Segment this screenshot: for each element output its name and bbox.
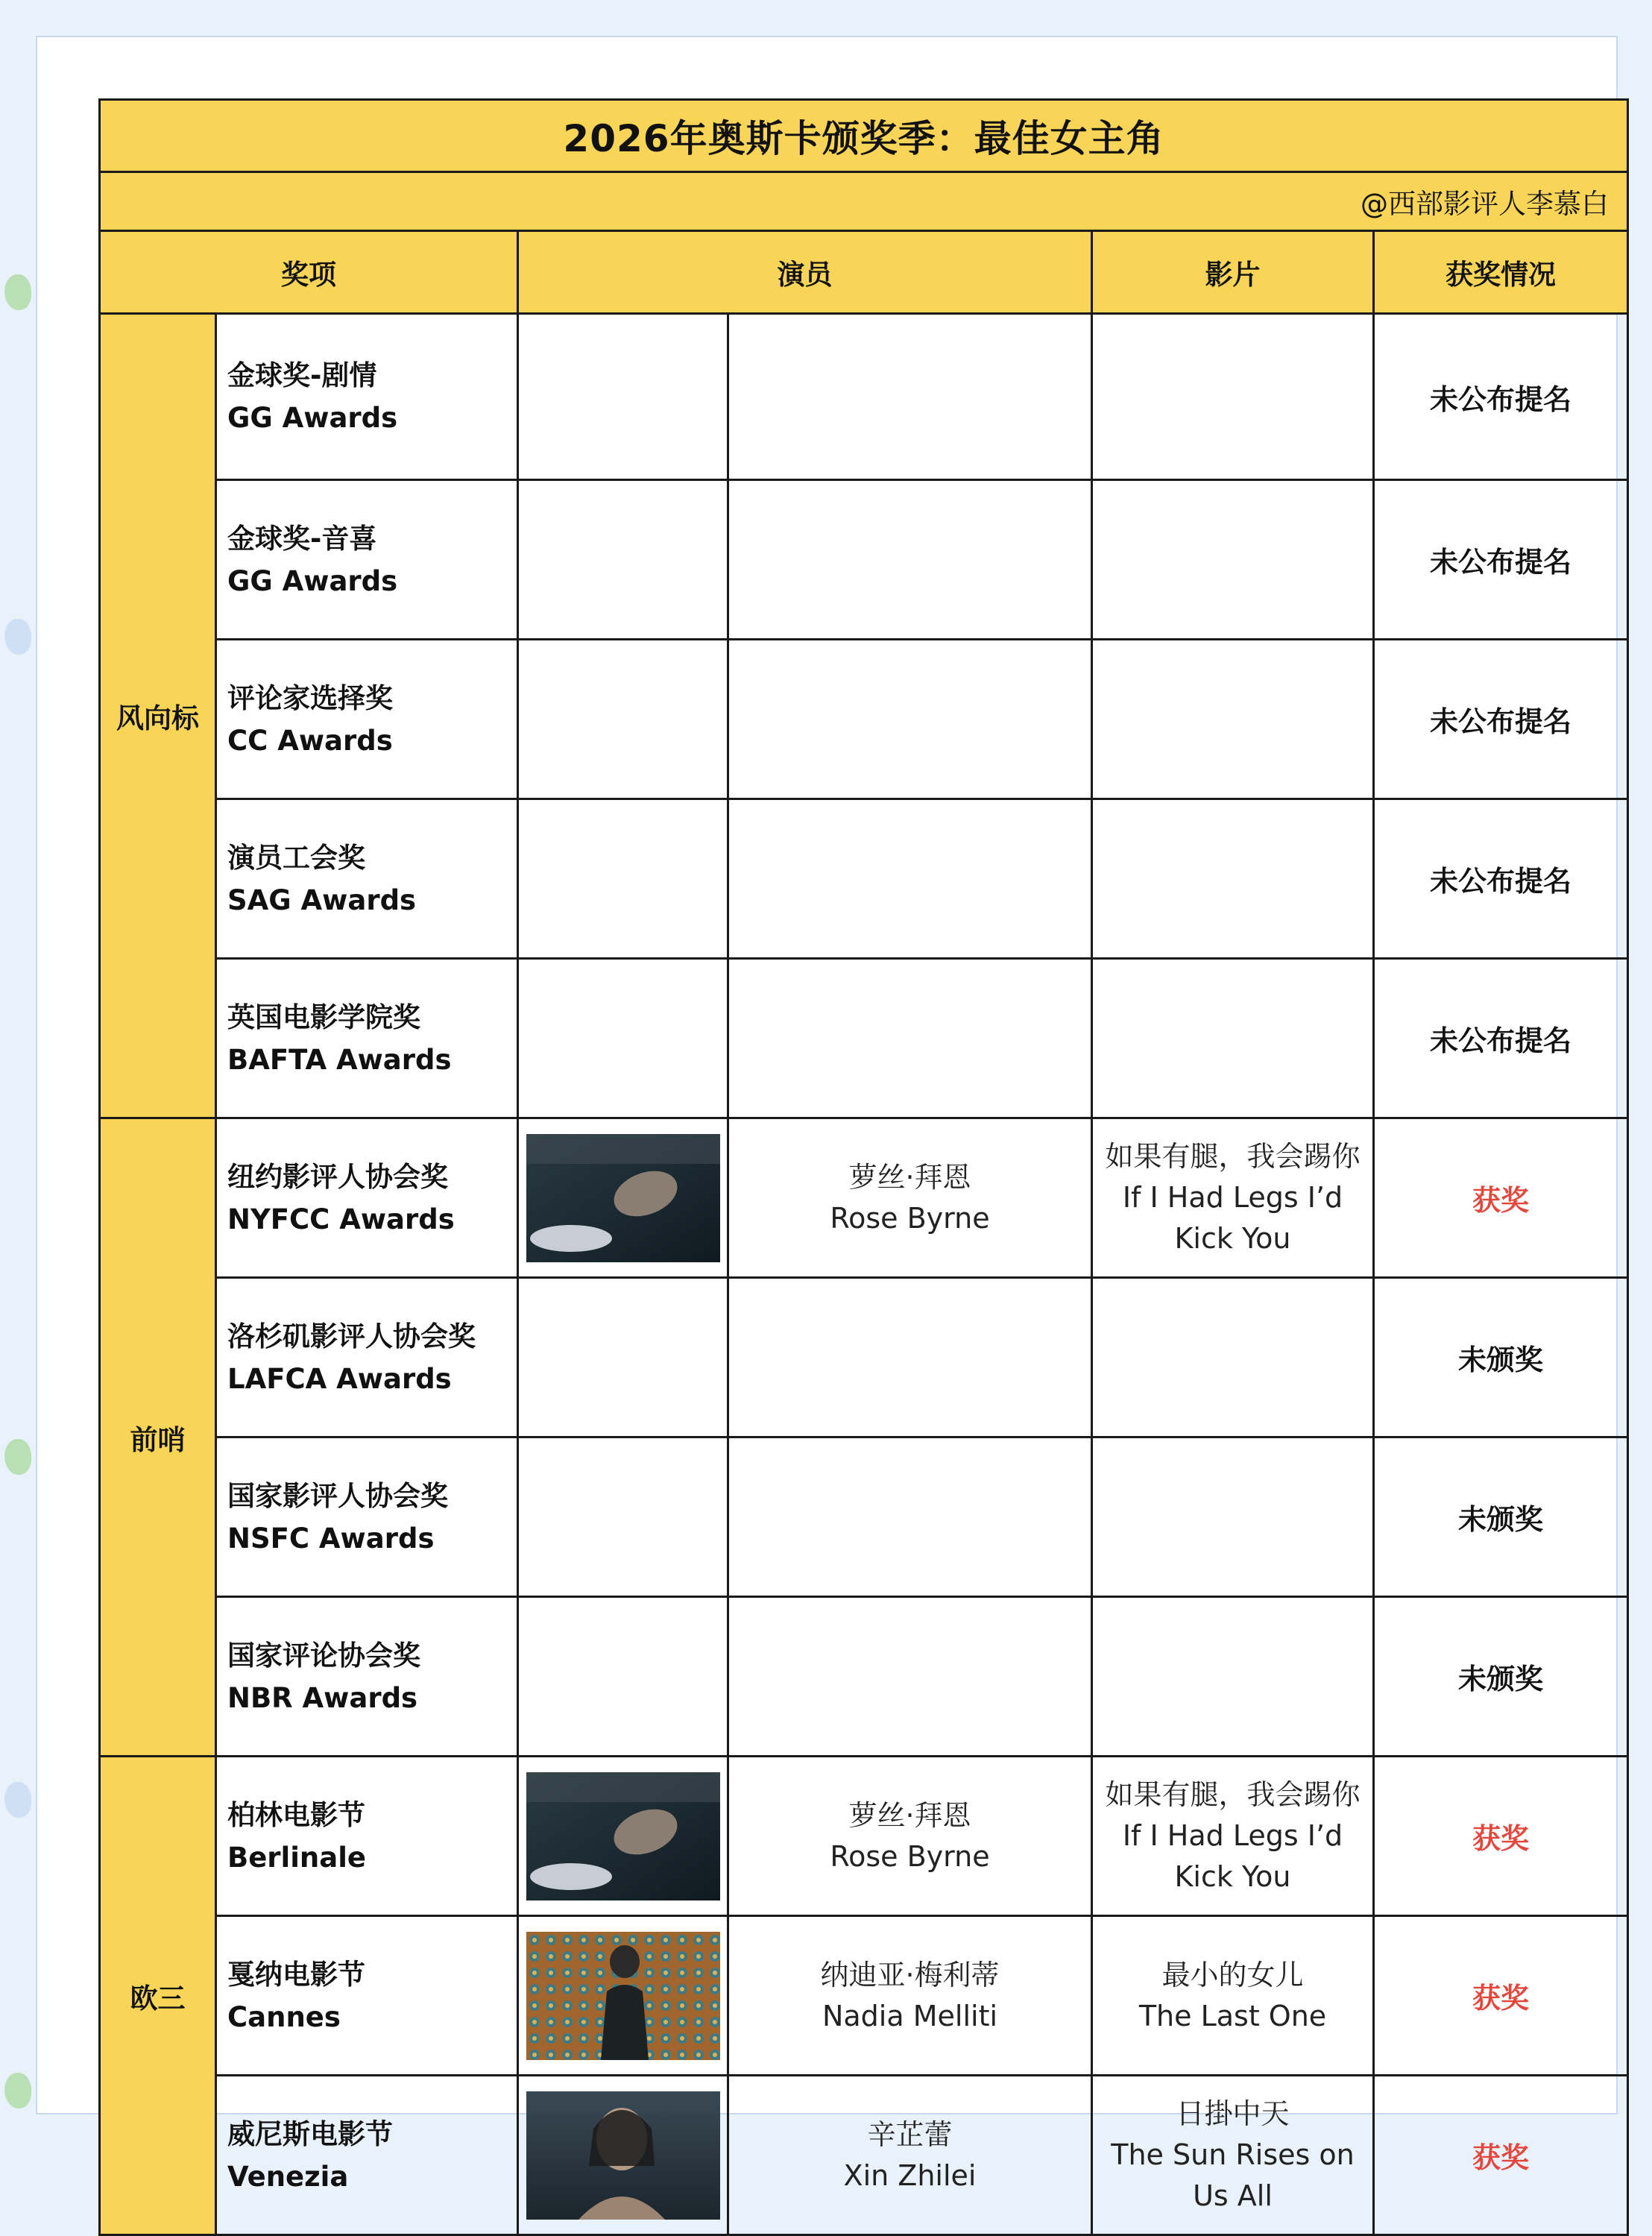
- photo-cell: [518, 799, 728, 959]
- award-en: SAG Awards: [227, 884, 417, 916]
- photo-cell: [518, 959, 728, 1118]
- status-cell: 未公布提名: [1374, 799, 1628, 959]
- film-title-cn: 如果有腿，我会踢你: [1105, 1140, 1361, 1173]
- film-cell: [1092, 1916, 1374, 2076]
- decorative-leaf: [4, 619, 31, 655]
- actor-cell: [728, 1278, 1092, 1437]
- actor-cell: [728, 1437, 1092, 1597]
- status-cell: 获奖: [1374, 1757, 1628, 1916]
- actor-name-cn: 纳迪亚·梅利蒂: [820, 1958, 1000, 1991]
- photo-cell: [518, 1118, 728, 1278]
- actor-cell: [728, 1916, 1092, 2076]
- photo-cell: [518, 1597, 728, 1757]
- actor-name-en: Rose Byrne: [830, 1839, 990, 1873]
- actor-cell: [728, 2076, 1092, 2235]
- table-row: [100, 480, 1628, 640]
- status-cell: 未公布提名: [1374, 959, 1628, 1118]
- award-name: [216, 1118, 518, 1278]
- status-cell: 未公布提名: [1374, 480, 1628, 640]
- award-name: [216, 1278, 518, 1437]
- status-cell: 未公布提名: [1374, 640, 1628, 799]
- photo-cell: [518, 314, 728, 480]
- actor-name-cn: 萝丝·拜恩: [848, 1798, 971, 1832]
- award-en: NBR Awards: [227, 1681, 418, 1714]
- award-name: [216, 480, 518, 640]
- film-still-image: [526, 1772, 720, 1900]
- award-cn: 演员工会奖: [227, 841, 365, 874]
- status-cell: 未颁奖: [1374, 1597, 1628, 1757]
- film-cell: [1092, 640, 1374, 799]
- status-cell: 获奖: [1374, 2076, 1628, 2235]
- photo-cell: [518, 640, 728, 799]
- table-row: [100, 799, 1628, 959]
- film-cell: [1092, 480, 1374, 640]
- table-row: [100, 1597, 1628, 1757]
- photo-cell: [518, 1757, 728, 1916]
- award-en: Venezia: [227, 2160, 349, 2193]
- actor-name-en: Rose Byrne: [830, 1201, 990, 1235]
- table-row: [100, 959, 1628, 1118]
- document-page: [36, 36, 1618, 2212]
- award-cn: 金球奖-音喜: [227, 522, 377, 555]
- actor-cell: [728, 640, 1092, 799]
- award-en: Berlinale: [227, 1841, 366, 1874]
- actor-cell: [728, 1118, 1092, 1278]
- film-title-en-cont: Kick You: [1174, 1860, 1291, 1893]
- award-cn: 戛纳电影节: [227, 1958, 365, 1991]
- group-label-europe-big-three: 欧三: [100, 1757, 216, 2235]
- award-en: BAFTA Awards: [227, 1043, 452, 1076]
- award-name: [216, 959, 518, 1118]
- table-row: [100, 1916, 1628, 2076]
- film-cell: [1092, 1278, 1374, 1437]
- award-en: LAFCA Awards: [227, 1362, 452, 1395]
- film-title-cn: 如果有腿，我会踢你: [1105, 1778, 1361, 1811]
- table-row: [100, 1437, 1628, 1597]
- actor-cell: [728, 959, 1092, 1118]
- film-cell: [1092, 2076, 1374, 2235]
- actor-name-cn: 辛芷蕾: [867, 2117, 953, 2151]
- decorative-leaf: [4, 274, 31, 310]
- award-name: [216, 799, 518, 959]
- film-still-image: [526, 1134, 720, 1262]
- film-title-cn: 最小的女儿: [1161, 1958, 1304, 1991]
- actor-cell: [728, 1757, 1092, 1916]
- award-cn: 国家影评人协会奖: [227, 1479, 448, 1512]
- award-cn: 柏林电影节: [227, 1798, 365, 1831]
- table-row: [100, 314, 1628, 480]
- actor-name-en: Xin Zhilei: [843, 2158, 977, 2192]
- actor-cell: [728, 799, 1092, 959]
- film-cell: [1092, 1597, 1374, 1757]
- film-title-en-cont: Us All: [1193, 2179, 1273, 2212]
- decorative-leaf: [4, 1782, 31, 1818]
- film-cell: [1092, 1757, 1374, 1916]
- award-cn: 纽约影评人协会奖: [227, 1160, 448, 1193]
- award-cn: 威尼斯电影节: [227, 2117, 393, 2150]
- award-en: NYFCC Awards: [227, 1203, 455, 1235]
- award-cn: 金球奖-剧情: [227, 359, 377, 391]
- award-name: [216, 1916, 518, 2076]
- column-header-actor: 演员: [518, 231, 1092, 314]
- table-row: [100, 1118, 1628, 1278]
- table-title: 2026年奥斯卡颁奖季：最佳女主角: [100, 100, 1628, 172]
- status-cell: 获奖: [1374, 1916, 1628, 2076]
- film-cell: [1092, 314, 1374, 480]
- award-cn: 评论家选择奖: [227, 681, 393, 714]
- actor-name-en: Nadia Melliti: [822, 1999, 998, 2032]
- photo-cell: [518, 1278, 728, 1437]
- table-row: [100, 640, 1628, 799]
- table-row: [100, 1757, 1628, 1916]
- award-en: NSFC Awards: [227, 1522, 435, 1555]
- actor-name-cn: 萝丝·拜恩: [848, 1160, 971, 1194]
- film-title-en-cont: Kick You: [1174, 1222, 1291, 1255]
- status-cell: 获奖: [1374, 1118, 1628, 1278]
- award-name: [216, 314, 518, 480]
- photo-cell: [518, 2076, 728, 2235]
- author-credit: @西部影评人李慕白: [100, 172, 1628, 231]
- status-cell: 未颁奖: [1374, 1437, 1628, 1597]
- award-name: [216, 640, 518, 799]
- film-title-en: If I Had Legs I’d: [1122, 1181, 1343, 1214]
- actor-cell: [728, 480, 1092, 640]
- photo-cell: [518, 1916, 728, 2076]
- award-name: [216, 2076, 518, 2235]
- award-cn: 英国电影学院奖: [227, 1001, 420, 1033]
- group-label-bellwether: 风向标: [100, 314, 216, 1118]
- film-title-en: The Sun Rises on: [1111, 2138, 1355, 2171]
- film-still-image: [526, 2091, 720, 2220]
- award-name: [216, 1437, 518, 1597]
- award-cn: 洛杉矶影评人协会奖: [227, 1320, 476, 1352]
- award-en: Cannes: [227, 2000, 341, 2033]
- award-cn: 国家评论协会奖: [227, 1639, 420, 1672]
- table-row: [100, 1278, 1628, 1437]
- film-cell: [1092, 1437, 1374, 1597]
- decorative-leaf: [4, 1439, 31, 1475]
- award-name: [216, 1757, 518, 1916]
- status-cell: 未公布提名: [1374, 314, 1628, 480]
- film-title-cn: 日掛中天: [1176, 2097, 1290, 2130]
- oscar-season-table: [98, 98, 1629, 2236]
- actor-cell: [728, 1597, 1092, 1757]
- group-label-precursor: 前哨: [100, 1118, 216, 1757]
- film-cell: [1092, 959, 1374, 1118]
- table-row: [100, 2076, 1628, 2235]
- status-cell: 未颁奖: [1374, 1278, 1628, 1437]
- film-cell: [1092, 1118, 1374, 1278]
- award-en: CC Awards: [227, 724, 393, 757]
- film-still-image: [526, 1932, 720, 2060]
- film-cell: [1092, 799, 1374, 959]
- photo-cell: [518, 1437, 728, 1597]
- actor-cell: [728, 314, 1092, 480]
- column-header-award: 奖项: [100, 231, 518, 314]
- photo-cell: [518, 480, 728, 640]
- film-title-en: The Last One: [1138, 1999, 1327, 2032]
- column-header-film: 影片: [1092, 231, 1374, 314]
- award-en: GG Awards: [227, 564, 398, 597]
- award-name: [216, 1597, 518, 1757]
- award-en: GG Awards: [227, 402, 398, 434]
- decorative-leaf: [4, 2073, 31, 2109]
- film-title-en: If I Had Legs I’d: [1122, 1819, 1343, 1852]
- column-header-status: 获奖情况: [1374, 231, 1628, 314]
